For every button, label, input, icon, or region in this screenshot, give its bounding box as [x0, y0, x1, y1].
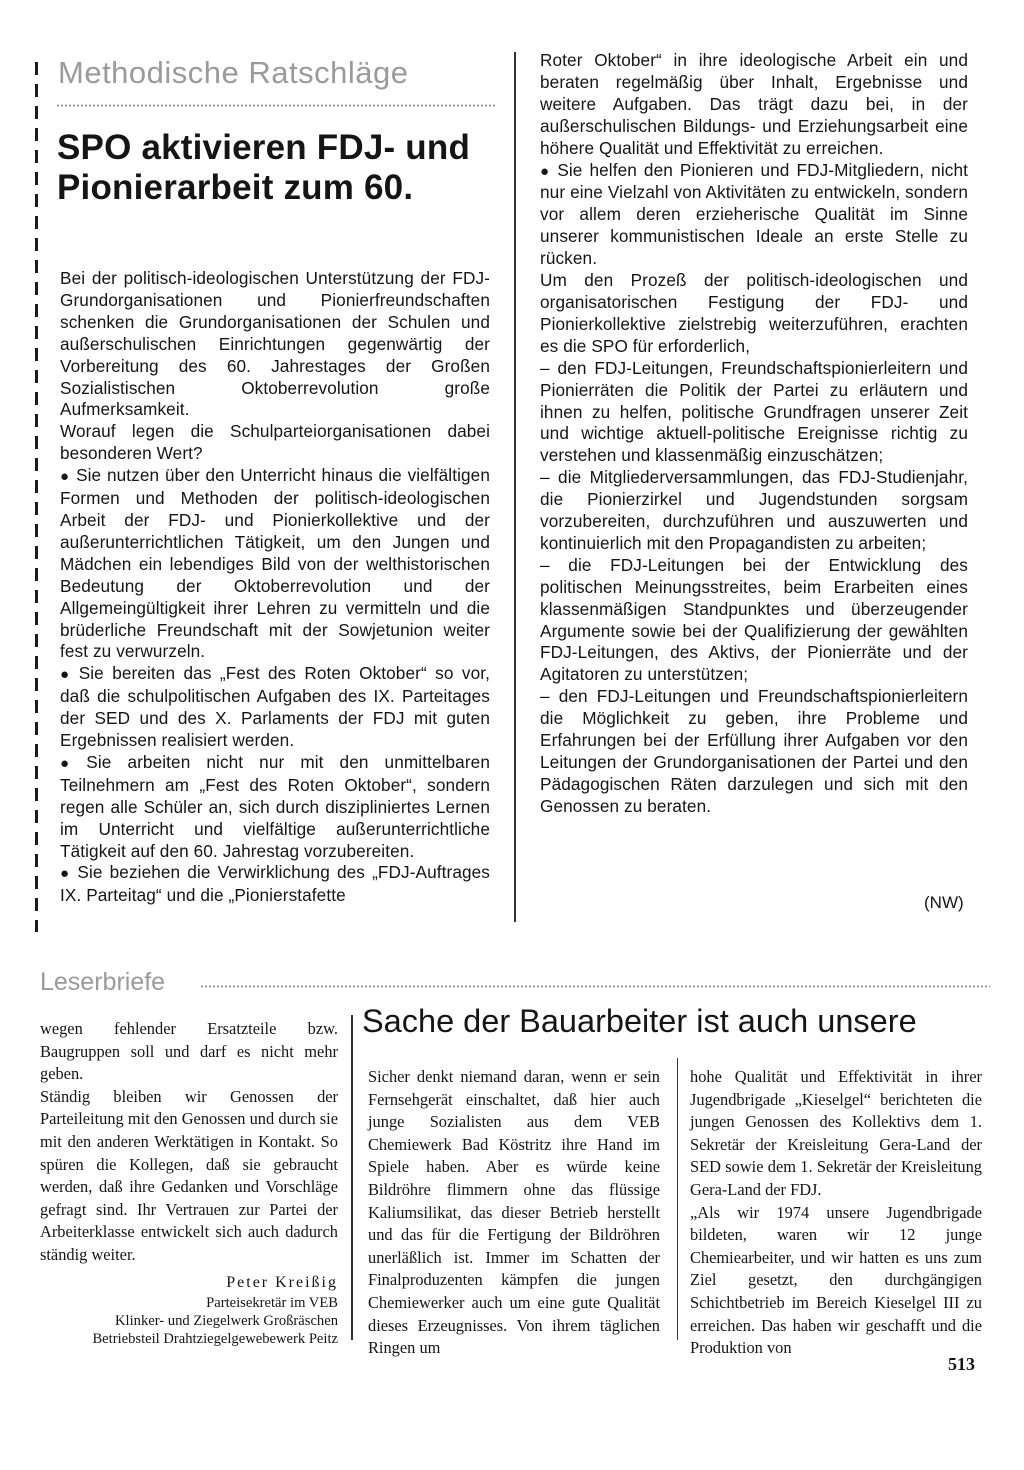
article-column-2	[540, 50, 968, 818]
dash-item: – den FDJ-Leitungen und Freundschaftspionierleitern die Möglichkeit zu geben, ihre Probleme und Erfahrungen bei der Erfüllung ihrer Aufgaben vor den Leitungen der Grundorganisationen der Partei und den Pädagogischen Räten darzulegen und sich mit den Genossen zu beraten.	[540, 686, 968, 816]
headline-line-2: Pionierarbeit zum 60.	[57, 168, 414, 207]
bullet-icon: ●	[540, 162, 552, 180]
bullet-point: ● Sie beziehen die Verwirklichung des „FDJ-Auftrages IX. Parteitag“ und die „Pionierstafette	[60, 862, 490, 906]
letter-paragraph: wegen fehlender Ersatzteile bzw. Baugruppen soll und darf es nicht mehr geben.	[40, 1019, 338, 1084]
page-number: 513	[948, 1354, 975, 1374]
bullet-icon: ●	[60, 754, 81, 772]
section-rule	[200, 985, 990, 988]
headline-line-1: SPO aktivieren FDJ- und	[57, 128, 471, 167]
bullet-icon: ●	[60, 468, 71, 486]
question-paragraph: Worauf legen die Schulparteiorganisationen dabei besonderen Wert?	[60, 421, 490, 464]
section-label-leserbriefe: Leserbriefe	[40, 968, 166, 996]
letter-right-column	[690, 1066, 982, 1360]
dash-item: – die FDJ-Leitungen bei der Entwicklung des politischen Meinungsstreites, beim Erarbeiten eines klassenmäßigen Standpunktes und überzeugender Argumente sowie bei der Qualifizierung der gewählten FDJ-Leitungen, des Aktivs, der Pionierräte und der Agitatoren zu unterstützen;	[540, 554, 968, 685]
author-name: Peter Kreißig	[226, 1274, 338, 1291]
signature: (NW)	[924, 893, 964, 912]
letter-middle-column	[368, 1066, 660, 1360]
margin-bar	[35, 62, 38, 932]
continuation-paragraph: Roter Oktober“ in ihre ideologische Arbeit ein und beraten regelmäßig über Inhalt, Ergebnisse und weitere Aufgaben. Das trägt dazu bei, in der außerschulischen Bildungs- und Erziehungsarbeit eine höhere Qualität und Effektivität zu erreichen.	[540, 50, 968, 158]
bullet-point: ● Sie helfen den Pionieren und FDJ-Mitgliedern, nicht nur eine Vielzahl von Aktivitäten zu entwickeln, sondern vor allem deren erzieherische Qualität im Sinne unserer kommunistischen Ideale an erste Stelle zu rücken.	[540, 159, 968, 269]
bullet-point: ● Sie arbeiten nicht nur mit den unmittelbaren Teilnehmern am „Fest des Roten Oktober“, sondern regen alle Schüler an, sich durch diszipliniertes Lernen im Unterricht und vielfältige außerunterrichtliche Tätigkeit auf den 60. Jahrestag vorzubereiten.	[60, 751, 490, 861]
letter-paragraph: „Als wir 1974 unsere Jugendbrigade bildeten, waren wir 12 junge Chemiearbeiter, und wir hatten es uns zum Ziel gesetzt, den durchgängigen Schichtbetrieb im Bereich Kieselgel III zu erreichen. Das haben wir geschafft und die Produktion von	[690, 1202, 982, 1358]
bullet-point: ● Sie nutzen über den Unterricht hinaus die vielfältigen Formen und Methoden der politisch-ideologischen Arbeit der FDJ- und Pionierkollektive und der außerunterrichtlichen Tätigkeit, um den Jungen und Mädchen ein lebendiges Bild von der welthistorischen Bedeutung der Oktoberrevolution und der Allgemeingültigkeit ihrer Lehren zu vermitteln und die brüderliche Freundschaft mit der Sowjetunion weiter fest zu verwurzeln.	[60, 465, 490, 662]
intro-paragraph: Bei der politisch-ideologischen Unterstützung der FDJ-Grundorganisationen und Pionierfreundschaften schenken die Grundorganisationen der Schulen und außerschulischen Einrichtungen gegenwärtig der Vorbereitung des 60. Jahrestages der Großen Sozialistischen Oktoberrevolution große Aufmerksamkeit.	[60, 268, 490, 420]
paragraph: Um den Prozeß der politisch-ideologischen und organisatorischen Festigung der FDJ- und Pionierkollektive zielstrebig weiterzuführen, erachten es die SPO für erforderlich,	[540, 270, 968, 356]
article-column-1	[60, 268, 490, 907]
letters-divider	[677, 1058, 678, 1340]
headline	[57, 128, 470, 208]
author-block	[40, 1272, 338, 1348]
author-line: Klinker- und Ziegelwerk Großräschen	[115, 1313, 338, 1329]
section-label-methodische: Methodische Ratschläge	[58, 55, 409, 90]
letter-left-column	[40, 1018, 338, 1267]
letters-divider	[351, 1015, 353, 1340]
section-rule	[56, 104, 496, 107]
author-line: Betriebsteil Drahtziegelgewebewerk Peitz	[92, 1331, 338, 1347]
bullet-point: ● Sie bereiten das „Fest des Roten Oktober“ so vor, daß die schulpolitischen Aufgaben des IX. Parteitages der SED und des X. Parlaments der FDJ mit guten Ergebnissen realisiert werden.	[60, 663, 490, 751]
dash-item: – die Mitgliederversammlungen, das FDJ-Studienjahr, die Pionierzirkel und Jugendstunden sorgsam vorzubereiten, durchzuführen und auszuwerten und kontinuierlich mit den Propagandisten zu arbeiten;	[540, 467, 968, 553]
author-line: Parteisekretär im VEB	[206, 1295, 338, 1311]
letter-headline: Sache der Bauarbeiter ist auch unsere	[362, 1003, 917, 1039]
column-divider	[514, 52, 516, 922]
bullet-icon: ●	[60, 666, 73, 684]
letter-paragraph: Ständig bleiben wir Genossen der Parteileitung mit den Genossen und durch sie mit den anderen Werktätigen in Kontakt. So spüren die Kollegen, daß sie gebraucht werden, daß ihre Gedanken und Vorschläge gefragt sind. Ihr Vertrauen zur Partei der Arbeiterklasse entwickelt sich auch dadurch ständig weiter.	[40, 1086, 338, 1264]
letter-paragraph: hohe Qualität und Effektivität in ihrer Jugendbrigade „Kieselgel“ berichteten die jungen Genossen des Kollektivs dem 1. Sekretär der Kreisleitung Gera-Land der SED sowie dem 1. Sekretär der Kreisleitung Gera-Land der FDJ.	[690, 1067, 982, 1199]
bullet-icon: ●	[60, 865, 72, 883]
dash-item: – den FDJ-Leitungen, Freundschaftspionierleitern und Pionierräten die Politik der Partei zu erläutern und ihnen zu helfen, politische Grundfragen unserer Zeit und wichtige aktuell-politische Ereignisse richtig zu verstehen und klassenmäßig einzuschätzen;	[540, 357, 968, 466]
letter-paragraph: Sicher denkt niemand daran, wenn er sein Fernsehgerät einschaltet, daß hier auch junge Sozialisten aus dem VEB Chemiewerk Bad Köstritz ihre Hand im Spiele haben. Aber es würde keine Bildröhre flimmern ohne das flüssige Kaliumsilikat, das dieser Betrieb herstellt und das für die Fertigung der Bildröhren unerläßlich ist. Immer im Schatten der Finalproduzenten kämpfen die jungen Chemiewerker auch um eine gute Qualität dieses Erzeugnisses. Von ihrem täglichen Ringen um	[368, 1067, 660, 1358]
